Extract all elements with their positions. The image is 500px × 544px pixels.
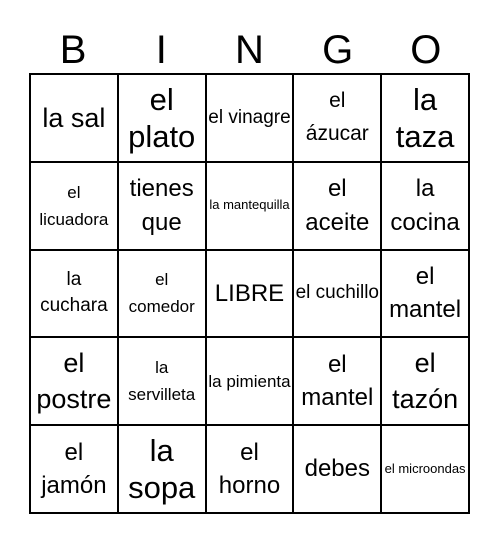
- bingo-cell[interactable]: [293, 337, 381, 425]
- free-space-label: LIBRE: [214, 279, 285, 307]
- bingo-header: [29, 26, 470, 74]
- bingo-card-grid: [29, 73, 470, 514]
- header-letter-n: N: [235, 28, 264, 72]
- cell-text: el jamón: [41, 438, 107, 500]
- bingo-cell[interactable]: [381, 250, 469, 338]
- bingo-cell[interactable]: [30, 337, 118, 425]
- cell-text: el horno: [218, 438, 281, 500]
- bingo-cell[interactable]: [381, 425, 469, 513]
- header-letter-o: O: [410, 28, 442, 72]
- bingo-cell[interactable]: [381, 74, 469, 162]
- bingo-cell[interactable]: [381, 337, 469, 425]
- bingo-cell[interactable]: [206, 74, 294, 162]
- cell-text: la cuchara: [40, 268, 108, 317]
- cell-text: el mantel: [389, 262, 462, 324]
- cell-text: el cuchillo: [295, 282, 379, 304]
- bingo-cell[interactable]: [293, 250, 381, 338]
- bingo-cell[interactable]: [381, 162, 469, 250]
- bingo-free-space[interactable]: [206, 250, 294, 338]
- bingo-cell[interactable]: [30, 250, 118, 338]
- bingo-cell[interactable]: [206, 337, 294, 425]
- bingo-cell[interactable]: [30, 74, 118, 162]
- cell-text: la cocina: [390, 175, 460, 236]
- cell-text: el postre: [36, 347, 112, 415]
- header-letter-g: G: [322, 28, 354, 72]
- cell-text: tienes que: [129, 175, 194, 236]
- cell-text: el mantel: [301, 350, 374, 412]
- cell-text: la sal: [42, 102, 106, 133]
- header-letter-b: B: [59, 28, 87, 72]
- cell-text: el microondas: [384, 460, 466, 476]
- cell-text: el ázucar: [305, 89, 369, 145]
- cell-text: el aceite: [305, 175, 370, 236]
- cell-text: la taza: [395, 81, 455, 154]
- bingo-cell[interactable]: [293, 162, 381, 250]
- bingo-cell[interactable]: [118, 337, 206, 425]
- cell-text: la sopa: [128, 432, 196, 506]
- bingo-cell[interactable]: [118, 162, 206, 250]
- cell-text: el plato: [128, 81, 196, 154]
- cell-text: la pimienta: [208, 371, 291, 391]
- bingo-cell[interactable]: [118, 250, 206, 338]
- bingo-cell[interactable]: [293, 425, 381, 513]
- cell-text: debes: [304, 455, 370, 483]
- cell-text: el tazón: [392, 347, 459, 415]
- cell-text: la servilleta: [128, 358, 196, 405]
- bingo-cell[interactable]: [30, 425, 118, 513]
- bingo-cell[interactable]: [118, 74, 206, 162]
- bingo-cell[interactable]: [30, 162, 118, 250]
- bingo-cell[interactable]: [206, 425, 294, 513]
- bingo-cell[interactable]: [293, 74, 381, 162]
- cell-text: el licuadora: [39, 182, 109, 229]
- header-letter-i: I: [155, 28, 167, 72]
- cell-text: el vinagre: [208, 106, 291, 128]
- bingo-cell[interactable]: [206, 162, 294, 250]
- cell-text: el comedor: [128, 270, 195, 317]
- bingo-cell[interactable]: [118, 425, 206, 513]
- cell-text: la mantequilla: [209, 197, 290, 213]
